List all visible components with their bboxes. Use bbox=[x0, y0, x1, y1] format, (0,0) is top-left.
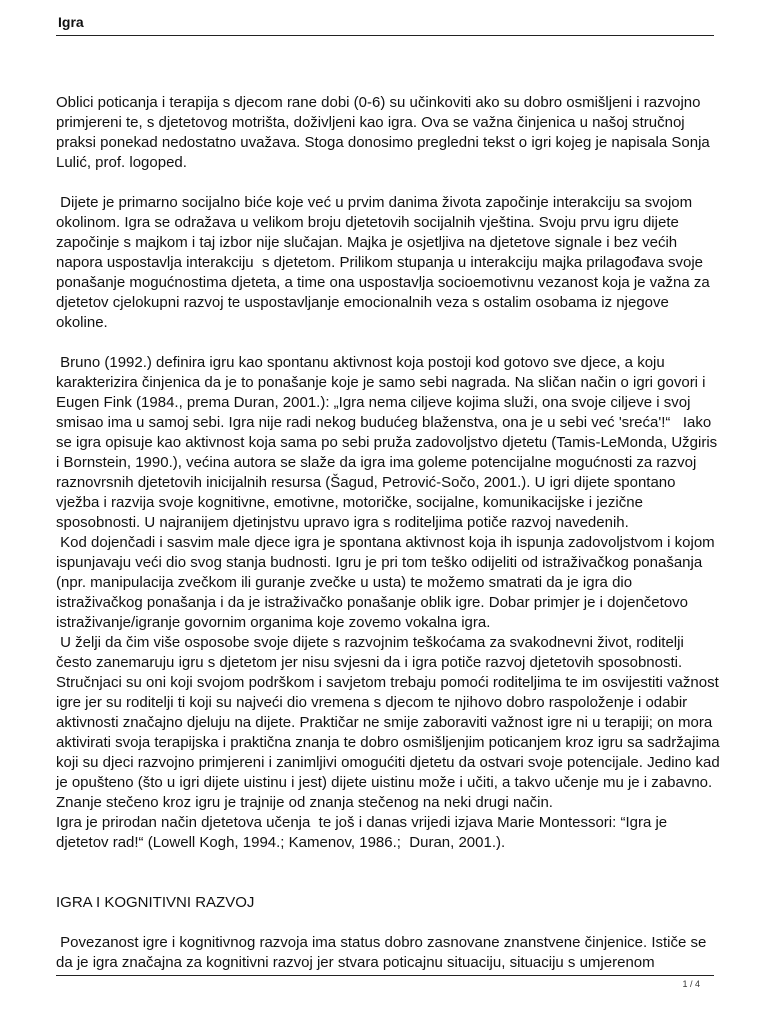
body-paragraph: Dijete je primarno socijalno biće koje već u prvim danima života započinje interakciju sa svojom okolinom. Igra se odražava u velikom broju djetetovih socijalnih vještina. Svoju prvu igru dijete započinje s majkom i taj izbor nije slučajan. Majka je osjetljiva na djetetove signale i bez većih napora uspostavlja interakciju s djetetom. Prilikom stupanja u interakciju majka prilagođava svoje ponašanje mogućnostima djeteta, a time ona uspostavlja socioemotivnu vezanost koja je važna za djetetov cjelokupni razvoj te uspostavljanje emocionalnih veza s ostalim osobama iz njegove okoline. bbox=[56, 194, 714, 331]
body-paragraph: U želji da čim više osposobe svoje dijete s razvojnim teškoćama za svakodnevni život, roditelji često zanemaruju igru s djetetom jer nisu svjesni da i igra potiče razvoj djetetovih sposobnosti. Stručnjaci su oni koji svojom podrškom i savjetom trebaju pomoći roditeljima te im osvijestiti važnost igre jer su roditelji ti koji su najveći dio vremena s djecom te njihovo dobro raspoloženje i odabir aktivnosti značajno djeluju na dijete. Praktičar ne smije zaboraviti važnost igre ni u terapiji; on mora aktivirati svoja terapijska i praktična znanja te dobro osmišljenjim poticanjem kroz igru sa sadržajima koji su djeci razvojno primjereni i zanimljivi omogućiti djetetu da ostvari svoje potencijale. Jedino kad je opušteno (što u igri dijete uistinu i jest) dijete uistinu može i učiti, a takvo učenje mu je i zabavno. Znanje stečeno kroz igru je trajnije od znanja stečenog na neki drugi način. bbox=[56, 634, 724, 811]
section-heading: IGRA I KOGNITIVNI RAZVOJ bbox=[56, 894, 255, 911]
intro-paragraph: Oblici poticanja i terapija s djecom rane dobi (0-6) su učinkoviti ako su dobro osmišljeni i razvojno primjereni te, s djetetovog motrišta, doživljeni kao igra. Ova se važna činjenica u našoj stručnoj praksi ponekad nedostatno uvažava. Stoga donosimo pregledni tekst o igri kojeg je napisala Sonja Lulić, prof. logoped. bbox=[56, 94, 714, 171]
document-body bbox=[56, 93, 722, 973]
body-paragraph: Kod dojenčadi i sasvim male djece igra je spontana aktivnost koja ih ispunja zadovoljstvom i kojom ispunjavaju veći dio svog stanja budnosti. Igru je pri tom teško odijeliti od istraživačkog ponašanja (npr. manipulacija zvečkom ili guranje zvečke u usta) te možemo smatrati da je igra dio istraživačkog ponašanja i da je istraživačko ponašanje oblik igre. Dobar primjer je i dojenčetovo istraživanje/igranje govornim organima koje zovemo vokalna igra. bbox=[56, 534, 719, 631]
body-paragraph: Igra je prirodan način djetetova učenja te još i danas vrijedi izjava Marie Montessori: “Igra je djetetov rad!“ (Lowell Kogh, 1994.; Kamenov, 1986.; Duran, 2001.). bbox=[56, 814, 672, 851]
header-divider bbox=[56, 35, 714, 36]
footer-divider bbox=[56, 975, 714, 976]
section-paragraph: Povezanost igre i kognitivnog razvoja ima status dobro zasnovane znanstvene činjenice. Ističe se da je igra značajna za kognitivni razvoj jer stvara poticajnu situaciju, situaciju s umjerenom bbox=[56, 934, 711, 971]
page-header-title: Igra bbox=[58, 14, 84, 30]
body-paragraph: Bruno (1992.) definira igru kao spontanu aktivnost koja postoji kod gotovo sve djece, a koju karakterizira činjenica da je to ponašanje koje je samo sebi nagrada. Na sličan način o igri govori i Eugen Fink (1984., prema Duran, 2001.): „Igra nema ciljeve kojima služi, ona svoje ciljeve i svoj smisao ima u samoj sebi. Igra nije radi nekog budućeg blaženstva, ona je u sebi već 'sreća'!“ Iako se igra opisuje kao aktivnost koja sama po sebi pruža zadovoljstvo djetetu (Tamis-LeMonda, Užgiris i Bornstein, 1990.), većina autora se slaže da igra ima goleme potencijalne mogućnosti za razvoj raznovrsnih djetetovih inicijalnih resursa (Šagud, Petrović-Sočo, 2001.). U igri dijete spontano vježba i razvija svoje kognitivne, emotivne, motoričke, socijalne, komunikacijske i jezične sposobnosti. U najranijem djetinjstvu upravo igra s roditeljima potiče razvoj navedenih. bbox=[56, 354, 722, 531]
page-number: 1 / 4 bbox=[682, 979, 700, 989]
